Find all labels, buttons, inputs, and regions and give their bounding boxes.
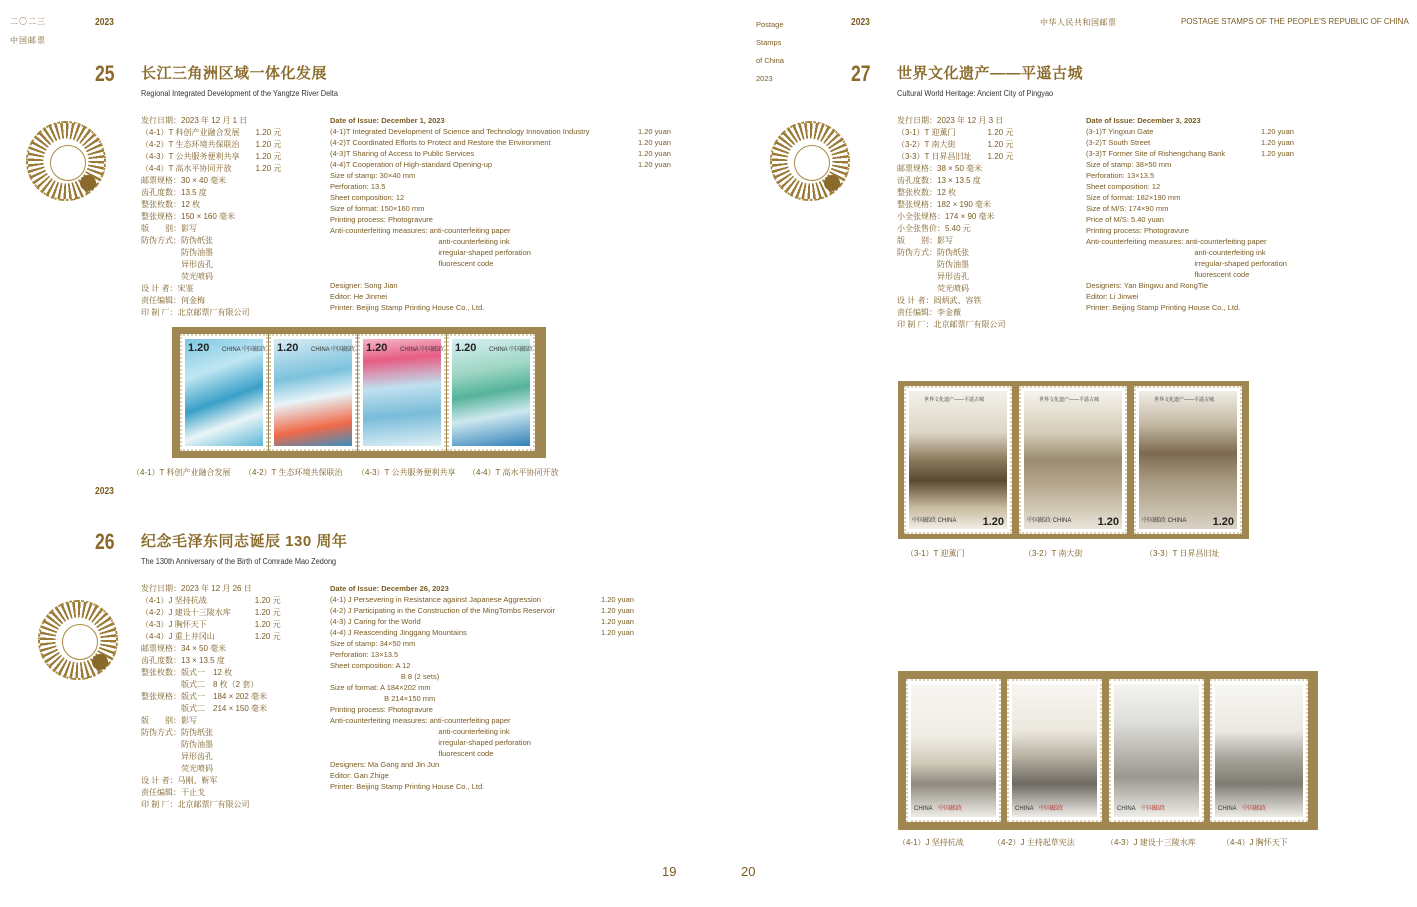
en-stamp-price: 1.20 yuan [1261,138,1294,147]
en-stamp-row [330,137,675,148]
header-right-vertical-line: Stamps [756,38,782,47]
stamp-country: CHINA [914,806,933,812]
stamp-mark: 中国邮政 CHINA [1027,518,1072,524]
en-info-line: Size of stamp: 30×40 mm [330,171,416,180]
info-line: 邮票规格：34 × 50 毫米 [141,644,227,653]
info-line: 版 别：影写 [141,716,197,725]
en-info-block [1086,115,1311,313]
stamp[interactable] [180,334,268,451]
info-line: 整张枚数：12 枚 [897,188,957,197]
en-stamp-row [330,126,675,137]
info-line: 防伪油墨 [141,248,213,257]
info-line: 荧光喷码 [897,284,969,293]
stamp-caption: （3-1）T 迎薰门 [906,549,965,558]
en-stamp-name: (4-1) J Persevering in Resistance against Japanese Aggression [330,595,541,604]
en-stamp-price: 1.20 yuan [601,628,634,637]
stamp-caption: （3-2）T 南大街 [1024,549,1083,558]
en-stamp-price: 1.20 yuan [1261,127,1294,136]
stamp-art [1139,391,1237,529]
mini-program-icon [80,175,96,191]
en-info-line: Printing process: Photogravure [1086,226,1189,235]
info-line: 版 别：影写 [897,236,953,245]
en-stamp-row [330,627,640,638]
en-stamp-name: (4-3) J Caring for the World [330,617,421,626]
mini-program-icon [824,175,840,191]
en-stamp-row [330,616,640,627]
en-info-line: Sheet composition: A 12 [330,661,411,670]
en-info-line: Anti-counterfeiting measures: anti-counterfeiting paper [330,716,511,725]
en-info-line: Size of stamp: 38×50 mm [1086,160,1172,169]
header-right-vertical-line: of China [756,56,784,65]
en-issue-date: Date of Issue: December 1, 2023 [330,116,445,125]
stamp-sheet[interactable] [172,327,546,458]
en-info-line: fluorescent code [330,259,494,268]
info-line: 异形齿孔 [141,260,213,269]
en-info-line: irregular-shaped perforation [1086,259,1287,268]
info-line: （4-2）T 生态环境共保联治 1.20 元 [141,140,282,149]
en-stamp-name: (4-3)T Sharing of Access to Public Services [330,149,475,158]
en-info-line: Perforation: 13×13.5 [330,650,399,659]
info-line: （4-3）T 公共服务便利共享 1.20 元 [141,152,282,161]
stamp-series: 世界文化遗产——平遥古城 [924,397,985,403]
stamp[interactable] [1210,679,1308,822]
info-line: 责任编辑：李金薇 [897,308,961,317]
header-right-vertical-line: Postage [756,20,784,29]
stamp-value: 1.20 [1212,516,1234,528]
en-info-line: irregular-shaped perforation [330,248,531,257]
en-info-line: B 214×150 mm [330,694,436,703]
en-stamp-price: 1.20 yuan [638,138,671,147]
info-line: 异形齿孔 [141,752,213,761]
stamp-caption: （4-1）T 科创产业融合发展 [132,468,231,477]
stamp-mark: 中国邮政 [1039,806,1064,812]
issue-title-en: The 130th Anniversary of the Birth of Comrade Mao Zedong [141,557,337,566]
en-info-line: Designer: Song Jian [330,281,398,290]
header-right-cn-title: 中华人民共和国邮票 [1040,18,1117,27]
en-info-line: Size of format: 150×160 mm [330,204,425,213]
stamp-country: CHINA [1117,806,1136,812]
page-number-left: 19 [662,864,677,879]
info-line: 发行日期：2023 年 12 月 3 日 [897,116,1004,125]
mini-program-icon [92,654,108,670]
en-info-line: Designers: Ma Gang and Jin Jun [330,760,440,769]
spacer [330,269,675,280]
info-line: 责任编辑：干止戈 [141,788,205,797]
en-info-block [330,115,675,313]
issue-title-cn: 世界文化遗产——平遥古城 [897,65,1084,82]
stamp-art [185,339,263,446]
info-line: （4-4）J 重上井冈山 1.20 元 [141,632,281,641]
en-stamp-row [330,605,640,616]
en-stamp-name: (4-4) J Reascending Jinggang Mountains [330,628,467,637]
info-line: 整张规格：182 × 190 毫米 [897,200,992,209]
info-line: 责任编辑：何金梅 [141,296,205,305]
issue-title-en: Regional Integrated Development of the Yangtze River Delta [141,89,338,98]
en-stamp-name: (3-3)T Former Site of Rishengchang Bank [1086,149,1226,158]
en-info-line: Perforation: 13.5 [330,182,386,191]
info-line: 邮票规格：38 × 50 毫米 [897,164,983,173]
stamp-mark: CHINA 中国邮政 [489,347,534,353]
qr-code-badge[interactable] [26,121,106,201]
stamp-caption: （4-1）J 坚持抗战 [898,838,964,847]
info-line: 防伪方式：防伪纸张 [897,248,969,257]
qr-code-badge[interactable] [770,121,850,201]
en-info-line: Size of stamp: 34×50 mm [330,639,416,648]
info-line: 荧光喷码 [141,272,213,281]
info-line: 整张枚数：12 枚 [141,200,201,209]
stamp-art [452,339,530,446]
en-stamp-row [1086,126,1311,137]
en-info-line: Size of M/S: 174×90 mm [1086,204,1169,213]
info-line: 防伪油墨 [141,740,213,749]
en-stamp-price: 1.20 yuan [1261,149,1294,158]
info-line: 整张规格：版式一 184 × 202 毫米 [141,692,268,701]
info-line: 版式二 8 枚（2 套） [141,680,259,689]
info-line: （3-1）T 迎薰门 1.20 元 [897,128,1014,137]
stamp-mark: CHINA 中国邮政 [400,347,445,353]
stamp-art [1215,684,1303,817]
stamp-art [911,684,996,817]
en-info-line: Printing process: Photogravure [330,705,433,714]
info-line: （4-3）J 胸怀天下 1.20 元 [141,620,281,629]
stamp-art [363,339,441,446]
qr-code-badge[interactable] [38,600,118,680]
stamp-country: CHINA [1015,806,1034,812]
en-stamp-name: (4-4)T Cooperation of High-standard Opening-up [330,160,493,169]
en-info-line: Size of format: A 184×202 mm [330,683,431,692]
stamp-caption: （4-4）T 高水平协同开放 [468,468,559,477]
stamp-sheet[interactable] [898,671,1318,830]
en-stamp-name: (4-1)T Integrated Development of Science and Technology Innovation Industry [330,127,590,136]
info-line: 设 计 者：宋鉴 [141,284,194,293]
issue-title-cn: 长江三角洲区域一体化发展 [141,65,328,82]
stamp[interactable] [1134,386,1242,534]
en-stamp-price: 1.20 yuan [638,127,671,136]
info-line: 小全张规格：174 × 90 毫米 [897,212,995,221]
issue-number: 25 [95,61,115,86]
info-line: 发行日期：2023 年 12 月 1 日 [141,116,248,125]
issue-title-en: Cultural World Heritage: Ancient City of Pingyao [897,89,1054,98]
en-info-line: Editor: He Jinmei [330,292,388,301]
stamp-value: 1.20 [188,342,210,354]
stamp[interactable] [906,679,1001,822]
page-number-right: 20 [741,864,756,879]
en-info-line: Designers: Yan Bingwu and RongTie [1086,281,1209,290]
info-line: 版 别：影写 [141,224,197,233]
issue-number: 26 [95,529,115,554]
info-line: 防伪方式：防伪纸张 [141,236,213,245]
info-line: （4-1）J 坚持抗战 1.20 元 [141,596,281,605]
stamp-mark: CHINA 中国邮政 [222,347,267,353]
issue-number: 27 [851,61,871,86]
stamp-mark: 中国邮政 [1141,806,1166,812]
stamp-caption: （4-3）J 建设十三陵水库 [1106,838,1196,847]
en-issue-date: Date of Issue: December 3, 2023 [1086,116,1201,125]
stamp-art [274,339,352,446]
en-info-line: Size of format: 182×190 mm [1086,193,1181,202]
en-stamp-price: 1.20 yuan [638,160,671,169]
en-info-line: irregular-shaped perforation [330,738,531,747]
stamp-caption: （3-3）T 日昇昌旧址 [1145,549,1220,558]
info-line: 印 制 厂：北京邮票厂有限公司 [141,800,250,809]
info-line: 齿孔度数：13 × 13.5 度 [141,656,225,665]
header-right-year: 2023 [851,17,870,28]
stamp-mark: 中国邮政 CHINA [912,518,957,524]
en-info-line: anti-counterfeiting ink [1086,248,1266,257]
en-stamp-row [1086,148,1311,159]
en-info-line: Printer: Beijing Stamp Printing House Co., Ltd. [330,303,485,312]
info-line: 齿孔度数：13 × 13.5 度 [897,176,981,185]
stamp-mark: 中国邮政 CHINA [1142,518,1187,524]
en-stamp-row [330,148,675,159]
en-info-line: fluorescent code [330,749,494,758]
info-line: 邮票规格：30 × 40 毫米 [141,176,227,185]
info-line: 印 制 厂：北京邮票厂有限公司 [141,308,250,317]
en-stamp-row [1086,137,1311,148]
en-info-line: Editor: Gan Zhige [330,771,389,780]
stamp[interactable] [1007,679,1102,822]
stamp[interactable] [358,334,446,451]
info-line: 防伪油墨 [897,260,969,269]
qr-emblem [794,145,830,181]
stamp[interactable] [1019,386,1127,534]
info-line: 印 制 厂：北京邮票厂有限公司 [897,320,1006,329]
issue-title-cn: 纪念毛泽东同志诞辰 130 周年 [141,533,348,550]
header-right-vertical-line: 2023 [756,74,773,83]
qr-emblem [62,624,98,660]
stamp-value: 1.20 [366,342,388,354]
stamp[interactable] [1109,679,1204,822]
info-line: （4-4）T 高水平协同开放 1.20 元 [141,164,282,173]
header-right-vertical [756,16,784,88]
stamp[interactable] [269,334,357,451]
stamp-series: 世界文化遗产——平遥古城 [1039,397,1100,403]
info-line: 设 计 者：马刚、靳军 [141,776,218,785]
en-stamp-price: 1.20 yuan [638,149,671,158]
en-stamp-name: (3-1)T Yingxun Gate [1086,127,1154,136]
stamp-art [1114,684,1199,817]
en-stamp-price: 1.20 yuan [601,595,634,604]
info-line: 设 计 者：阎炳武、容铁 [897,296,982,305]
stamp-art [1024,391,1122,529]
header-right-en-title: POSTAGE STAMPS OF THE PEOPLE'S REPUBLIC OF CHINA [1181,17,1409,26]
info-line: 整张枚数：版式一 12 枚 [141,668,233,677]
en-info-line: Sheet composition: 12 [1086,182,1161,191]
en-info-line: Sheet composition: 12 [330,193,405,202]
en-stamp-name: (3-2)T South Street [1086,138,1151,147]
stamp-art [1012,684,1097,817]
en-info-line: fluorescent code [1086,270,1250,279]
en-stamp-row [330,594,640,605]
stamp-value: 1.20 [1097,516,1119,528]
stamp-caption: （4-4）J 胸怀天下 [1222,838,1288,847]
en-stamp-price: 1.20 yuan [601,617,634,626]
en-info-line: Printer: Beijing Stamp Printing House Co., Ltd. [330,782,485,791]
cn-info-block [141,115,281,319]
cn-info-block [141,583,281,811]
en-stamp-price: 1.20 yuan [601,606,634,615]
stamp-series: 世界文化遗产——平遥古城 [1154,397,1215,403]
section-year: 2023 [95,486,114,497]
en-info-line: Printing process: Photogravure [330,215,433,224]
en-issue-date: Date of Issue: December 26, 2023 [330,584,449,593]
en-stamp-row [330,159,675,170]
stamp-value: 1.20 [277,342,299,354]
en-stamp-name: (4-2) J Participating in the Construction of the MingTombs Reservoir [330,606,556,615]
cn-info-block [897,115,1013,331]
en-info-line: Anti-counterfeiting measures: anti-counterfeiting paper [330,226,511,235]
info-line: 防伪方式：防伪纸张 [141,728,213,737]
en-info-line: Printer: Beijing Stamp Printing House Co., Ltd. [1086,303,1241,312]
en-info-block [330,583,640,792]
stamp-caption: （4-2）J 主持起草宪法 [993,838,1075,847]
info-line: 整张规格：150 × 160 毫米 [141,212,236,221]
en-stamp-name: (4-2)T Coordinated Efforts to Protect and Restore the Environment [330,138,551,147]
stamp-mark: 中国邮政 [938,806,963,812]
en-info-line: Editor: Li Jinwei [1086,292,1139,301]
info-line: 荧光喷码 [141,764,213,773]
stamp-mark: 中国邮政 [1242,806,1267,812]
header-left-cn-year: 二〇二三 [10,17,46,26]
stamp[interactable] [904,386,1012,534]
stamp-caption: （4-3）T 公共服务便利共享 [357,468,456,477]
stamp-sheet[interactable] [898,381,1249,539]
qr-emblem [50,145,86,181]
stamp-value: 1.20 [455,342,477,354]
stamp-value: 1.20 [982,516,1004,528]
info-line: （4-1）T 科创产业融合发展 1.20 元 [141,128,282,137]
header-left-cn-title: 中国邮票 [10,36,46,45]
info-line: （4-2）J 建设十三陵水库 1.20 元 [141,608,281,617]
info-line: 小全张售价：5.40 元 [897,224,971,233]
en-info-line: Anti-counterfeiting measures: anti-counterfeiting paper [1086,237,1267,246]
stamp[interactable] [447,334,535,451]
en-info-line: anti-counterfeiting ink [330,727,510,736]
info-line: （3-3）T 日昇昌旧址 1.20 元 [897,152,1014,161]
info-line: 发行日期：2023 年 12 月 26 日 [141,584,252,593]
en-info-line: Price of M/S: 5.40 yuan [1086,215,1164,224]
header-left-year: 2023 [95,17,114,28]
stamp-caption: （4-2）T 生态环境共保联治 [244,468,343,477]
info-line: 异形齿孔 [897,272,969,281]
en-info-line: anti-counterfeiting ink [330,237,510,246]
info-line: 齿孔度数：13.5 度 [141,188,207,197]
stamp-country: CHINA [1218,806,1237,812]
info-line: （3-2）T 南大街 1.20 元 [897,140,1014,149]
en-info-line: Perforation: 13×13.5 [1086,171,1155,180]
stamp-mark: CHINA 中国邮政 [311,347,356,353]
stamp-art [909,391,1007,529]
en-info-line: B 8 (2 sets) [330,672,440,681]
info-line: 版式二 214 × 150 毫米 [141,704,268,713]
